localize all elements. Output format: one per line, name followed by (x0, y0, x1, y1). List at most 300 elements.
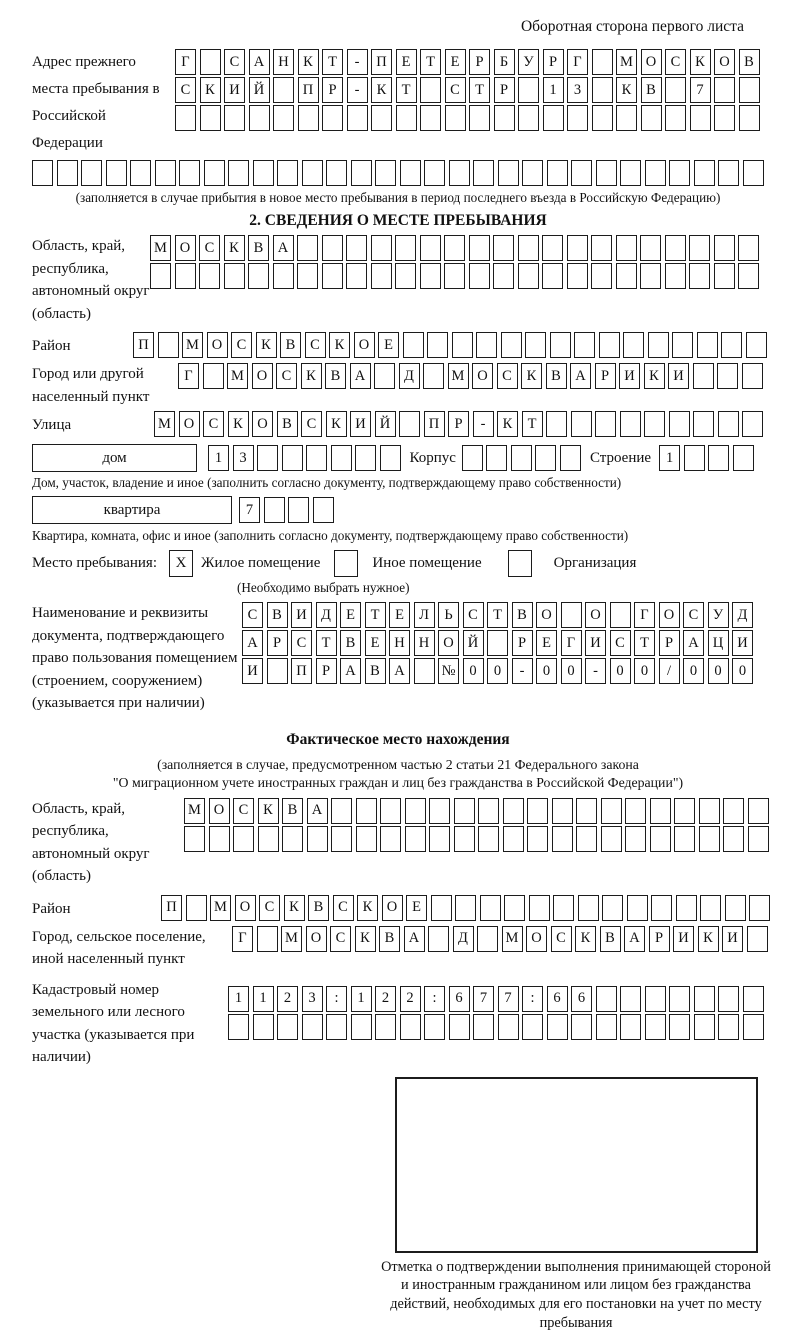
char-cell[interactable]: О (179, 411, 200, 437)
char-cell[interactable]: И (291, 602, 312, 628)
char-cell[interactable] (645, 986, 666, 1012)
char-cell[interactable]: М (616, 49, 637, 75)
char-cell[interactable]: Д (399, 363, 420, 389)
char-cell[interactable]: 1 (228, 986, 249, 1012)
char-cell[interactable]: 0 (536, 658, 557, 684)
char-cell[interactable]: К (258, 798, 279, 824)
char-cell[interactable] (714, 105, 735, 131)
char-cell[interactable] (669, 160, 690, 186)
char-cell[interactable] (543, 105, 564, 131)
char-cell[interactable]: 6 (571, 986, 592, 1012)
char-cell[interactable]: К (224, 235, 245, 261)
char-cell[interactable]: 1 (659, 445, 680, 471)
char-cell[interactable] (462, 445, 483, 471)
char-cell[interactable] (690, 105, 711, 131)
char-cell[interactable] (469, 105, 490, 131)
char-cell[interactable] (640, 263, 661, 289)
char-cell[interactable]: Р (469, 49, 490, 75)
char-cell[interactable] (306, 445, 327, 471)
char-cell[interactable]: Р (316, 658, 337, 684)
char-cell[interactable] (445, 105, 466, 131)
char-cell[interactable]: И (350, 411, 371, 437)
char-cell[interactable]: Р (512, 630, 533, 656)
char-cell[interactable]: Д (732, 602, 753, 628)
char-cell[interactable] (420, 105, 441, 131)
char-cell[interactable]: С (231, 332, 252, 358)
char-cell[interactable]: С (224, 49, 245, 75)
char-cell[interactable] (650, 798, 671, 824)
char-cell[interactable] (200, 105, 221, 131)
char-cell[interactable] (302, 160, 323, 186)
char-cell[interactable]: 1 (253, 986, 274, 1012)
char-cell[interactable] (547, 160, 568, 186)
char-cell[interactable]: П (133, 332, 154, 358)
char-cell[interactable]: В (325, 363, 346, 389)
char-cell[interactable] (473, 160, 494, 186)
char-cell[interactable] (273, 77, 294, 103)
char-cell[interactable] (714, 263, 735, 289)
char-cell[interactable] (395, 235, 416, 261)
char-cell[interactable]: Т (634, 630, 655, 656)
char-cell[interactable]: 7 (473, 986, 494, 1012)
char-cell[interactable] (455, 895, 476, 921)
char-cell[interactable]: П (298, 77, 319, 103)
char-cell[interactable] (694, 160, 715, 186)
char-cell[interactable] (747, 926, 768, 952)
char-cell[interactable]: А (683, 630, 704, 656)
char-cell[interactable]: Н (389, 630, 410, 656)
char-cell[interactable] (175, 263, 196, 289)
char-cell[interactable] (601, 798, 622, 824)
char-cell[interactable] (503, 798, 524, 824)
char-cell[interactable]: С (330, 926, 351, 952)
char-cell[interactable] (721, 332, 742, 358)
char-cell[interactable]: С (259, 895, 280, 921)
char-cell[interactable] (444, 263, 465, 289)
char-cell[interactable]: Т (522, 411, 543, 437)
char-cell[interactable] (420, 263, 441, 289)
char-cell[interactable] (487, 630, 508, 656)
char-cell[interactable] (331, 798, 352, 824)
char-cell[interactable] (267, 658, 288, 684)
char-cell[interactable] (665, 235, 686, 261)
char-cell[interactable] (186, 895, 207, 921)
char-cell[interactable] (204, 160, 225, 186)
char-cell[interactable] (493, 235, 514, 261)
char-cell[interactable]: В (546, 363, 567, 389)
char-cell[interactable] (277, 1014, 298, 1040)
char-cell[interactable] (718, 411, 739, 437)
char-cell[interactable] (322, 263, 343, 289)
char-cell[interactable]: А (273, 235, 294, 261)
char-cell[interactable]: К (616, 77, 637, 103)
char-cell[interactable] (723, 826, 744, 852)
char-cell[interactable]: 2 (375, 986, 396, 1012)
char-cell[interactable]: Т (420, 49, 441, 75)
char-cell[interactable] (473, 1014, 494, 1040)
char-cell[interactable]: В (248, 235, 269, 261)
char-cell[interactable] (567, 235, 588, 261)
char-cell[interactable] (743, 160, 764, 186)
char-cell[interactable] (739, 77, 760, 103)
char-cell[interactable]: М (184, 798, 205, 824)
char-cell[interactable] (399, 411, 420, 437)
char-cell[interactable] (592, 105, 613, 131)
char-cell[interactable] (405, 798, 426, 824)
char-cell[interactable]: А (570, 363, 591, 389)
char-cell[interactable] (525, 332, 546, 358)
char-cell[interactable] (444, 235, 465, 261)
char-cell[interactable]: О (235, 895, 256, 921)
char-cell[interactable]: Й (375, 411, 396, 437)
char-cell[interactable] (714, 77, 735, 103)
char-cell[interactable]: О (209, 798, 230, 824)
char-cell[interactable] (200, 49, 221, 75)
char-cell[interactable] (749, 895, 770, 921)
char-cell[interactable]: Д (453, 926, 474, 952)
char-cell[interactable]: 7 (239, 497, 260, 523)
char-cell[interactable]: К (256, 332, 277, 358)
char-cell[interactable] (356, 826, 377, 852)
char-cell[interactable] (298, 105, 319, 131)
char-cell[interactable]: С (683, 602, 704, 628)
char-cell[interactable] (454, 798, 475, 824)
char-cell[interactable]: Д (316, 602, 337, 628)
char-cell[interactable] (601, 826, 622, 852)
char-cell[interactable]: У (518, 49, 539, 75)
char-cell[interactable] (228, 160, 249, 186)
char-cell[interactable] (699, 798, 720, 824)
char-cell[interactable]: С (276, 363, 297, 389)
char-cell[interactable] (313, 497, 334, 523)
char-cell[interactable]: Т (487, 602, 508, 628)
char-cell[interactable]: И (619, 363, 640, 389)
char-cell[interactable] (596, 1014, 617, 1040)
char-cell[interactable]: 6 (449, 986, 470, 1012)
char-cell[interactable]: И (732, 630, 753, 656)
char-cell[interactable]: В (282, 798, 303, 824)
char-cell[interactable] (322, 105, 343, 131)
char-cell[interactable]: Е (389, 602, 410, 628)
char-cell[interactable] (326, 1014, 347, 1040)
char-cell[interactable]: А (389, 658, 410, 684)
char-cell[interactable]: К (690, 49, 711, 75)
char-cell[interactable] (302, 1014, 323, 1040)
char-cell[interactable]: К (301, 363, 322, 389)
char-cell[interactable] (571, 1014, 592, 1040)
char-cell[interactable] (469, 235, 490, 261)
char-cell[interactable]: Ц (708, 630, 729, 656)
char-cell[interactable]: М (154, 411, 175, 437)
char-cell[interactable] (449, 160, 470, 186)
char-cell[interactable]: : (424, 986, 445, 1012)
char-cell[interactable]: Е (445, 49, 466, 75)
char-cell[interactable] (396, 105, 417, 131)
char-cell[interactable] (595, 411, 616, 437)
char-cell[interactable] (620, 411, 641, 437)
char-cell[interactable]: Н (273, 49, 294, 75)
char-cell[interactable]: О (252, 411, 273, 437)
char-cell[interactable]: В (308, 895, 329, 921)
char-cell[interactable]: В (739, 49, 760, 75)
char-cell[interactable]: П (291, 658, 312, 684)
char-cell[interactable] (527, 826, 548, 852)
char-cell[interactable] (371, 235, 392, 261)
char-cell[interactable] (405, 826, 426, 852)
char-cell[interactable]: Е (396, 49, 417, 75)
char-cell[interactable]: О (585, 602, 606, 628)
char-cell[interactable] (665, 105, 686, 131)
char-cell[interactable]: 7 (690, 77, 711, 103)
char-cell[interactable] (552, 798, 573, 824)
char-cell[interactable]: - (347, 77, 368, 103)
char-cell[interactable] (371, 105, 392, 131)
char-cell[interactable]: Г (232, 926, 253, 952)
char-cell[interactable] (742, 363, 763, 389)
char-cell[interactable] (610, 602, 631, 628)
char-cell[interactable] (669, 986, 690, 1012)
char-cell[interactable] (253, 1014, 274, 1040)
char-cell[interactable] (273, 263, 294, 289)
char-cell[interactable]: П (161, 895, 182, 921)
char-cell[interactable]: И (585, 630, 606, 656)
char-cell[interactable] (347, 105, 368, 131)
char-cell[interactable]: А (249, 49, 270, 75)
char-cell[interactable] (674, 798, 695, 824)
char-cell[interactable]: : (522, 986, 543, 1012)
char-cell[interactable] (478, 798, 499, 824)
char-cell[interactable]: Г (561, 630, 582, 656)
char-cell[interactable]: В (277, 411, 298, 437)
char-cell[interactable]: К (575, 926, 596, 952)
char-cell[interactable] (574, 332, 595, 358)
char-cell[interactable] (420, 77, 441, 103)
char-cell[interactable] (592, 49, 613, 75)
char-cell[interactable]: Р (267, 630, 288, 656)
char-cell[interactable]: Т (322, 49, 343, 75)
char-cell[interactable] (567, 105, 588, 131)
char-cell[interactable]: 0 (463, 658, 484, 684)
char-cell[interactable]: О (207, 332, 228, 358)
char-cell[interactable] (374, 363, 395, 389)
char-cell[interactable] (571, 160, 592, 186)
char-cell[interactable] (718, 986, 739, 1012)
char-cell[interactable]: О (252, 363, 273, 389)
char-cell[interactable]: А (307, 798, 328, 824)
char-cell[interactable]: К (329, 332, 350, 358)
char-cell[interactable]: М (502, 926, 523, 952)
char-cell[interactable] (699, 826, 720, 852)
char-cell[interactable] (627, 895, 648, 921)
char-cell[interactable] (739, 105, 760, 131)
char-cell[interactable]: 0 (487, 658, 508, 684)
char-cell[interactable] (395, 263, 416, 289)
char-cell[interactable] (277, 160, 298, 186)
char-cell[interactable]: Т (365, 602, 386, 628)
char-cell[interactable]: О (641, 49, 662, 75)
char-cell[interactable]: 0 (610, 658, 631, 684)
char-cell[interactable] (599, 332, 620, 358)
char-cell[interactable] (518, 105, 539, 131)
char-cell[interactable]: К (521, 363, 542, 389)
char-cell[interactable]: В (600, 926, 621, 952)
char-cell[interactable]: О (472, 363, 493, 389)
char-cell[interactable]: Й (463, 630, 484, 656)
char-cell[interactable] (423, 363, 444, 389)
char-cell[interactable] (184, 826, 205, 852)
char-cell[interactable] (476, 332, 497, 358)
char-cell[interactable] (264, 497, 285, 523)
char-cell[interactable] (326, 160, 347, 186)
char-cell[interactable]: Г (567, 49, 588, 75)
char-cell[interactable] (694, 986, 715, 1012)
char-cell[interactable]: 3 (567, 77, 588, 103)
char-cell[interactable]: Р (448, 411, 469, 437)
char-cell[interactable] (718, 160, 739, 186)
char-cell[interactable] (375, 160, 396, 186)
char-cell[interactable]: Е (365, 630, 386, 656)
char-cell[interactable]: П (371, 49, 392, 75)
char-cell[interactable]: М (182, 332, 203, 358)
char-cell[interactable] (199, 263, 220, 289)
char-cell[interactable] (150, 263, 171, 289)
char-cell[interactable] (477, 926, 498, 952)
char-cell[interactable]: К (644, 363, 665, 389)
char-cell[interactable] (546, 411, 567, 437)
char-cell[interactable]: О (175, 235, 196, 261)
char-cell[interactable] (179, 160, 200, 186)
char-cell[interactable]: С (175, 77, 196, 103)
char-cell[interactable] (518, 77, 539, 103)
char-cell[interactable] (625, 798, 646, 824)
char-cell[interactable]: 1 (351, 986, 372, 1012)
char-cell[interactable]: А (242, 630, 263, 656)
char-cell[interactable] (297, 235, 318, 261)
char-cell[interactable] (684, 445, 705, 471)
char-cell[interactable] (596, 986, 617, 1012)
char-cell[interactable]: В (280, 332, 301, 358)
char-cell[interactable] (257, 445, 278, 471)
char-cell[interactable] (645, 160, 666, 186)
char-cell[interactable]: С (305, 332, 326, 358)
char-cell[interactable] (454, 826, 475, 852)
char-cell[interactable]: Е (536, 630, 557, 656)
char-cell[interactable] (693, 363, 714, 389)
char-cell[interactable] (203, 363, 224, 389)
char-cell[interactable] (233, 826, 254, 852)
char-cell[interactable] (522, 160, 543, 186)
char-cell[interactable] (623, 332, 644, 358)
char-cell[interactable]: К (355, 926, 376, 952)
char-cell[interactable] (738, 263, 759, 289)
char-cell[interactable] (380, 826, 401, 852)
char-cell[interactable]: Е (406, 895, 427, 921)
char-cell[interactable] (424, 1014, 445, 1040)
char-cell[interactable] (253, 160, 274, 186)
char-cell[interactable] (669, 1014, 690, 1040)
char-cell[interactable] (331, 445, 352, 471)
char-cell[interactable]: Й (249, 77, 270, 103)
char-cell[interactable] (561, 602, 582, 628)
char-cell[interactable]: О (438, 630, 459, 656)
char-cell[interactable] (403, 332, 424, 358)
char-cell[interactable] (431, 895, 452, 921)
char-cell[interactable] (650, 826, 671, 852)
char-cell[interactable] (518, 263, 539, 289)
char-cell[interactable] (356, 798, 377, 824)
char-cell[interactable] (714, 235, 735, 261)
char-cell[interactable]: / (659, 658, 680, 684)
char-cell[interactable] (602, 895, 623, 921)
char-cell[interactable] (641, 105, 662, 131)
char-cell[interactable]: 0 (561, 658, 582, 684)
char-cell[interactable]: С (333, 895, 354, 921)
char-cell[interactable] (106, 160, 127, 186)
char-cell[interactable]: - (585, 658, 606, 684)
char-cell[interactable]: С (665, 49, 686, 75)
char-cell[interactable]: 1 (208, 445, 229, 471)
char-cell[interactable] (718, 1014, 739, 1040)
char-cell[interactable] (130, 160, 151, 186)
char-cell[interactable]: Е (340, 602, 361, 628)
char-cell[interactable]: У (708, 602, 729, 628)
char-cell[interactable] (414, 658, 435, 684)
char-cell[interactable] (480, 895, 501, 921)
char-cell[interactable] (527, 798, 548, 824)
char-cell[interactable]: А (350, 363, 371, 389)
char-cell[interactable] (596, 160, 617, 186)
char-cell[interactable]: А (404, 926, 425, 952)
char-cell[interactable]: С (203, 411, 224, 437)
char-cell[interactable] (542, 235, 563, 261)
char-cell[interactable] (640, 235, 661, 261)
char-cell[interactable] (665, 263, 686, 289)
char-cell[interactable]: В (340, 630, 361, 656)
char-cell[interactable]: С (242, 602, 263, 628)
char-cell[interactable] (674, 826, 695, 852)
char-cell[interactable] (567, 263, 588, 289)
char-cell[interactable] (592, 77, 613, 103)
char-cell[interactable] (224, 105, 245, 131)
char-cell[interactable]: С (551, 926, 572, 952)
char-cell[interactable] (249, 105, 270, 131)
char-cell[interactable]: К (698, 926, 719, 952)
char-cell[interactable] (591, 235, 612, 261)
char-cell[interactable]: № (438, 658, 459, 684)
char-cell[interactable]: С (463, 602, 484, 628)
char-cell[interactable]: Ь (438, 602, 459, 628)
char-cell[interactable] (616, 105, 637, 131)
char-cell[interactable]: С (445, 77, 466, 103)
char-cell[interactable] (620, 986, 641, 1012)
char-cell[interactable] (708, 445, 729, 471)
char-cell[interactable]: С (301, 411, 322, 437)
char-cell[interactable]: Л (414, 602, 435, 628)
char-cell[interactable]: М (210, 895, 231, 921)
char-cell[interactable]: О (306, 926, 327, 952)
char-cell[interactable] (57, 160, 78, 186)
char-cell[interactable] (571, 411, 592, 437)
char-cell[interactable] (449, 1014, 470, 1040)
char-cell[interactable] (693, 411, 714, 437)
char-cell[interactable]: - (347, 49, 368, 75)
char-cell[interactable] (355, 445, 376, 471)
char-cell[interactable]: К (298, 49, 319, 75)
char-cell[interactable] (400, 160, 421, 186)
char-cell[interactable] (738, 235, 759, 261)
char-cell[interactable] (504, 895, 525, 921)
char-cell[interactable]: 0 (708, 658, 729, 684)
